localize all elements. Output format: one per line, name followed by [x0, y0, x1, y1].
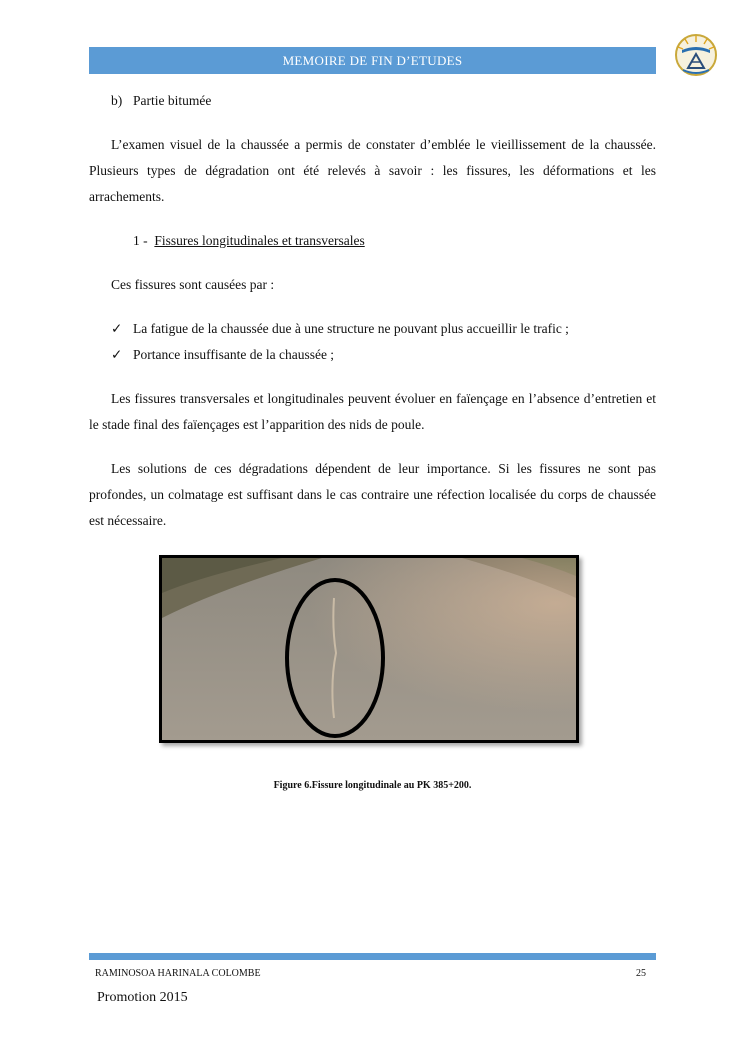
subsection-heading	[89, 228, 656, 254]
checkmark-icon: ✓	[111, 321, 123, 336]
page-header-title: MEMOIRE DE FIN D’ETUDES	[89, 47, 656, 74]
paragraph-evolution: Les fissures transversales et longitudinales peuvent évoluer en faïençage en l’absence d’entretien et le stade final des faïençages est l’apparition des nids de poule.	[89, 391, 656, 432]
subsection-title: Fissures longitudinales et transversales	[154, 233, 365, 248]
paragraph-causes-intro: Ces fissures sont causées par :	[111, 277, 275, 292]
section-heading	[89, 88, 656, 114]
list-item	[111, 342, 656, 368]
list-item	[111, 316, 656, 342]
institution-emblem-icon	[673, 32, 719, 78]
list-item-text: La fatigue de la chaussée due à une structure ne pouvant plus accueillir le trafic ;	[133, 321, 569, 336]
road-crack-photo	[159, 555, 579, 743]
page-number: 25	[636, 968, 646, 979]
footer-author: RAMINOSOA HARINALA COLOMBE	[95, 968, 261, 979]
subsection-number: 1 -	[133, 233, 148, 248]
causes-list	[89, 316, 656, 368]
section-marker: b)	[111, 93, 123, 108]
checkmark-icon: ✓	[111, 347, 123, 362]
figure-caption: Figure 6.Fissure longitudinale au PK 385+200.	[273, 780, 472, 791]
document-body	[89, 88, 656, 534]
section-title: Partie bitumée	[133, 93, 212, 108]
footer-promotion: Promotion 2015	[97, 990, 188, 1005]
paragraph-solutions: Les solutions de ces dégradations dépendent de leur importance. Si les fissures ne sont pas profondes, un colmatage est suffisant dans le cas contraire une réfection localisée du corps de chaussée est nécessaire.	[89, 461, 656, 528]
list-item-text: Portance insuffisante de la chaussée ;	[133, 347, 335, 362]
footer-divider	[89, 953, 656, 960]
paragraph-intro: L’examen visuel de la chaussée a permis de constater d’emblée le vieillissement de la chaussée. Plusieurs types de dégradation ont été relevés à savoir : les fissures, les déformations et les arrachements.	[89, 137, 656, 204]
